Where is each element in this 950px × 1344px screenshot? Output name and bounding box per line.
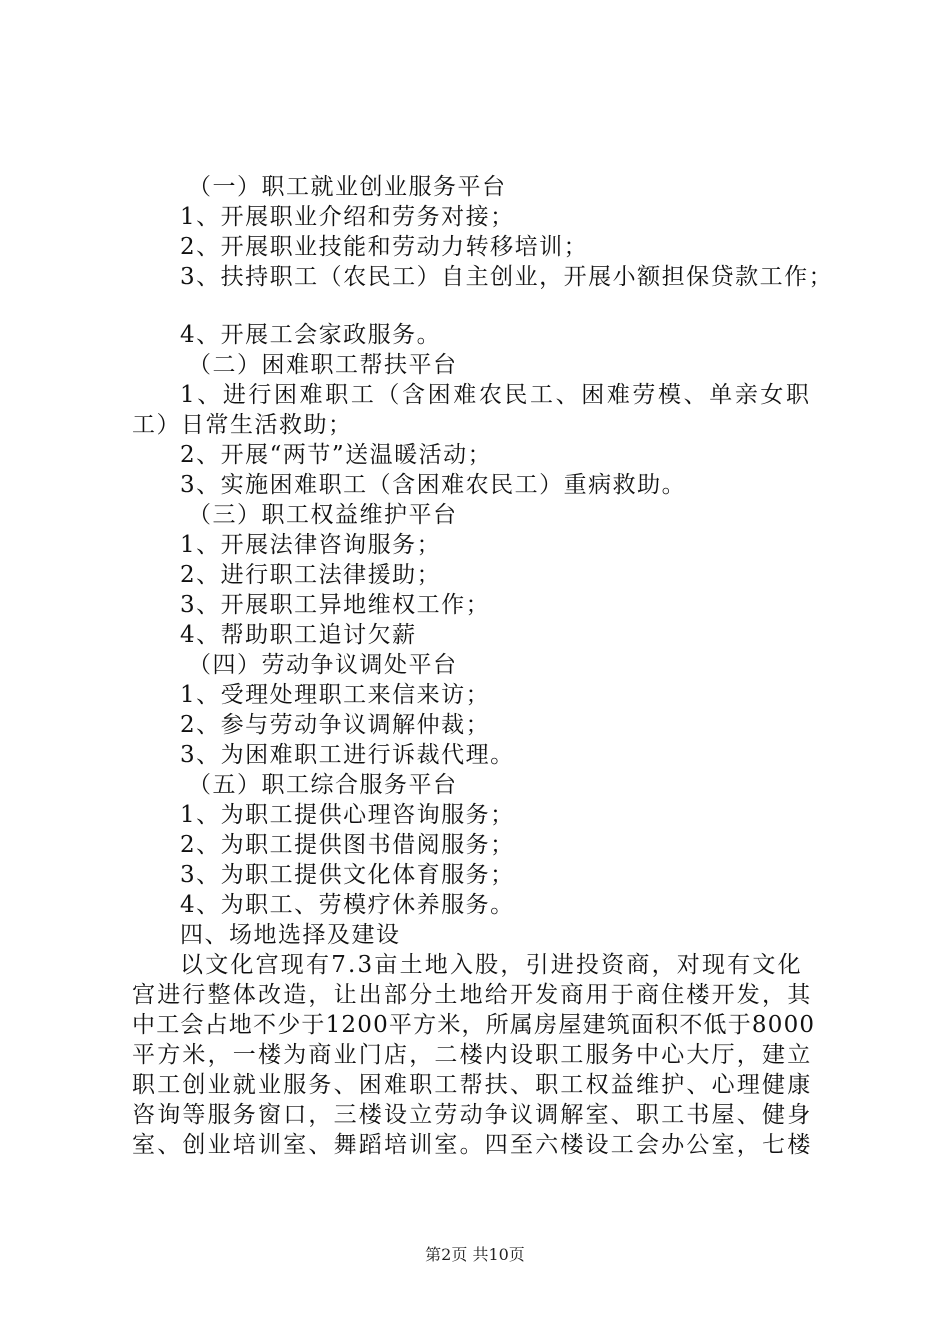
- section-heading: （五）职工综合服务平台: [188, 772, 458, 798]
- list-item: 2、为职工提供图书借阅服务；: [180, 832, 515, 858]
- paragraph-line: 中工会占地不少于1200平方米，所属房屋建筑面积不低于8000: [132, 1012, 816, 1038]
- list-item-continuation: 工）日常生活救助；: [132, 412, 353, 438]
- section-heading: （一）职工就业创业服务平台: [188, 174, 507, 200]
- list-item: 1、受理处理职工来信来访；: [180, 682, 491, 708]
- list-item: 3、开展职工异地维权工作；: [180, 592, 491, 618]
- page-number-footer: 第2页 共10页: [425, 1245, 525, 1264]
- list-item: 3、为职工提供文化体育服务；: [180, 862, 515, 888]
- list-item: 3、扶持职工（农民工）自主创业，开展小额担保贷款工作；: [180, 264, 834, 290]
- list-item: 1、进行困难职工（含困难农民工、困难劳模、单亲女职: [180, 382, 812, 408]
- list-item: 2、进行职工法律援助；: [180, 562, 442, 588]
- paragraph-line: 职工创业就业服务、困难职工帮扶、职工权益维护、心理健康: [132, 1072, 813, 1098]
- spacer: [132, 292, 832, 320]
- body-paragraph: [132, 950, 832, 1160]
- list-item: 4、为职工、劳模疗休养服务。: [180, 892, 515, 918]
- list-item: 2、参与劳动争议调解仲裁；: [180, 712, 491, 738]
- section-heading: （四）劳动争议调处平台: [188, 652, 458, 678]
- section-heading: （三）职工权益维护平台: [188, 502, 458, 528]
- list-item: 2、开展职业技能和劳动力转移培训；: [180, 234, 589, 260]
- list-item: 3、实施困难职工（含困难农民工）重病救助。: [180, 472, 687, 498]
- section-heading: （二）困难职工帮扶平台: [188, 352, 458, 378]
- list-item: 1、为职工提供心理咨询服务；: [180, 802, 515, 828]
- list-item: 3、为困难职工进行诉裁代理。: [180, 742, 515, 768]
- list-item: 2、开展“两节”送温暖活动；: [180, 442, 493, 468]
- paragraph-line: 以文化宫现有7.3亩土地入股，引进投资商，对现有文化: [180, 952, 803, 978]
- chapter-heading: 四、场地选择及建设: [180, 922, 401, 948]
- list-item: 1、开展职业介绍和劳务对接；: [180, 204, 515, 230]
- paragraph-line: 宫进行整体改造，让出部分土地给开发商用于商住楼开发，其: [132, 982, 813, 1008]
- list-item: 1、开展法律咨询服务；: [180, 532, 442, 558]
- list-item: 4、开展工会家政服务。: [180, 322, 442, 348]
- list-item: 4、帮助职工追讨欠薪: [180, 622, 417, 648]
- paragraph-line: 平方米，一楼为商业门店，二楼内设职工服务中心大厅，建立: [132, 1042, 813, 1068]
- paragraph-line: 室、创业培训室、舞蹈培训室。四至六楼设工会办公室，七楼: [132, 1132, 813, 1158]
- document-body: [132, 172, 832, 1160]
- paragraph-line: 咨询等服务窗口，三楼设立劳动争议调解室、职工书屋、健身: [132, 1102, 813, 1128]
